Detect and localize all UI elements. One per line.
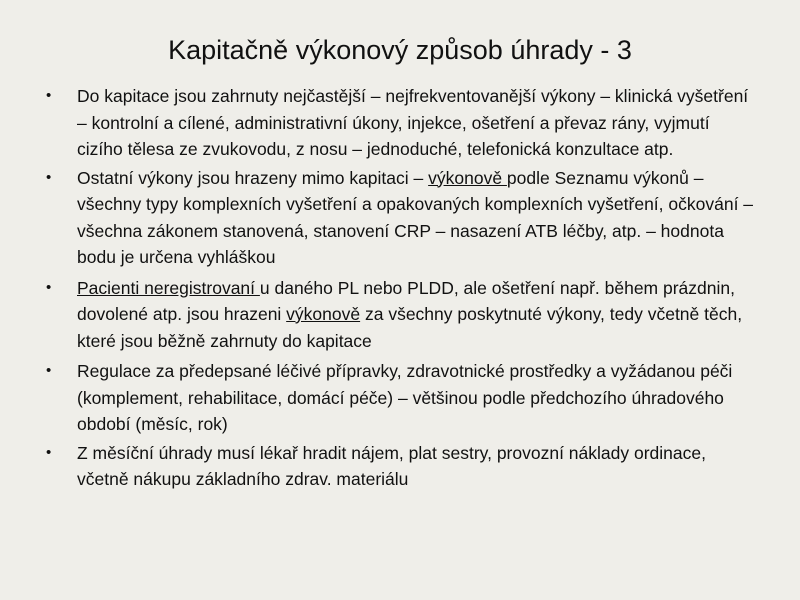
bullet-item [46,275,758,355]
slide-title: Kapitačně výkonový způsob úhrady - 3 [168,35,632,65]
bullet-item [46,440,758,493]
bullet-dot-icon: • [46,278,52,296]
bullet-text-pre: Ostatní výkony jsou hrazeny mimo kapitaci – [77,167,429,188]
bullet-item [46,83,758,163]
bullet-text: Regulace za předepsané léčivé přípravky, zdravotnické prostředky a vyžádanou péči (komplement, rehabilitace, domácí péče) – většinou podle předchozího úhradového období (měsíc, rok) [77,361,733,434]
bullet-list [46,83,758,495]
bullet-dot-icon: • [46,443,52,461]
underlined-term: výkonově [428,167,507,188]
underlined-term: Pacienti neregistrovaní [77,277,260,298]
bullet-text-post: podle Seznamu výkonů – všechny typy komplexních vyšetření a opakovaných komplexních vyšetření, očkování – všechna zákonem stanovená, stanovení CRP – nasazení ATB léčby, atp. – hodnota bodu je určena vyhláškou [77,167,754,267]
bullet-text: Do kapitace jsou zahrnuty nejčastější – nejfrekventovanější výkony – klinická vyšetření – kontrolní a cílené, administrativní úkony, injekce, ošetření a převaz rány, vyjmutí cizího tělesa ze zvukovodu, z nosu – jednoduché, telefonická konzultace atp. [77,86,749,159]
underlined-term: výkonově [286,304,361,324]
bullet-dot-icon: • [46,87,52,104]
bullet-text-post: za všechny poskytnuté výkony, tedy včetně těch, které jsou běžně zahrnuty do kapitace [77,304,743,351]
bullet-text-mid: u daného PL nebo PLDD, ale ošetření např. během prázdnin, dovolené atp. jsou hrazeni [77,277,735,324]
bullet-item [46,358,758,438]
bullet-dot-icon: • [46,168,52,186]
bullet-text: Z měsíční úhrady musí lékař hradit nájem, plat sestry, provozní náklady ordinace, včetně nákupu základního zdrav. materiálu [77,442,706,489]
bullet-item [46,165,758,271]
bullet-dot-icon: • [46,362,52,379]
